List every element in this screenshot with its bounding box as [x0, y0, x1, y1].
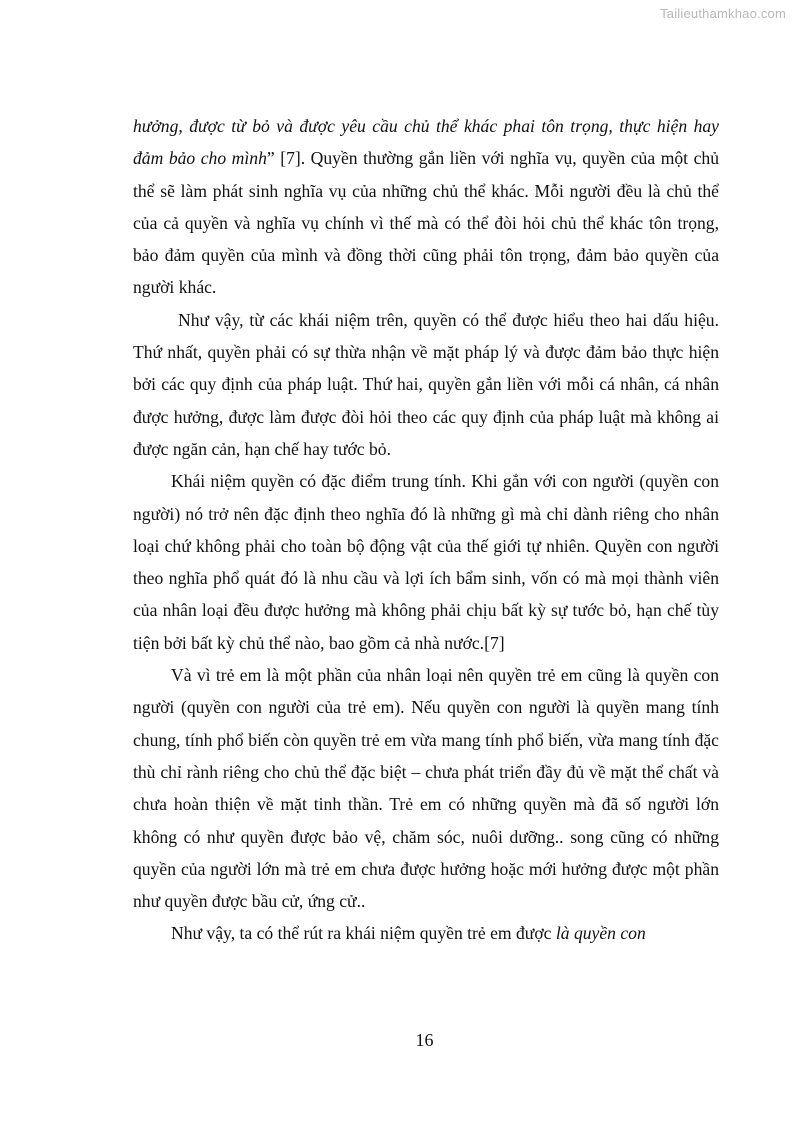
- paragraph-text: ” [7]. Quyền thường gắn liền với nghĩa vụ, quyền của một chủ thể sẽ làm phát sinh nghĩa vụ của những chủ thể khác. Mỗi người đều là chủ thể của cả quyền và nghĩa vụ chính vì thế mà có thể đòi hỏi chủ thể khác tôn trọng, bảo đảm quyền của mình và đồng thời cũng phải tôn trọng, đảm bảo quyền của người khác.: [133, 148, 719, 298]
- document-body: [133, 110, 719, 950]
- italic-definition: là quyền con: [555, 923, 646, 944]
- paragraph: Và vì trẻ em là một phần của nhân loại nên quyền trẻ em cũng là quyền con người (quyền con người của trẻ em). Nếu quyền con người là quyền mang tính chung, tính phổ biến còn quyền trẻ em vừa mang tính phổ biến, vừa mang tính đặc thù chỉ rành riêng cho chủ thể đặc biệt – chưa phát triển đầy đủ về mặt thể chất và chưa hoàn thiện về mặt tinh thần. Trẻ em có những quyền mà đã số người lớn không có như quyền được bảo vệ, chăm sóc, nuôi dưỡng.. song cũng có những quyền của người lớn mà trẻ em chưa được hưởng hoặc mới hưởng được một phần như quyền được bầu cử, ứng cử..: [133, 665, 719, 912]
- paragraph: [133, 917, 719, 949]
- italic-quote: hưởng, được từ bỏ và được yêu cầu chủ thể khác phai tôn trọng, thực hiện hay đảm bảo cho mình: [133, 116, 719, 169]
- page-number: 16: [415, 1030, 434, 1050]
- paragraph: Khái niệm quyền có đặc điểm trung tính. Khi gắn với con người (quyền con người) nó trở nên đặc định theo nghĩa đó là những gì mà chỉ dành riêng cho nhân loại chứ không phải cho toàn bộ động vật của thế giới tự nhiên. Quyền con người theo nghĩa phổ quát đó là nhu cầu và lợi ích bẩm sinh, vốn có mà mọi thành viên của nhân loại đều được hưởng mà không phải chịu bất kỳ sự tước bỏ, hạn chế tùy tiện bởi bất kỳ chủ thể nào, bao gồm cả nhà nước.[7]: [133, 471, 719, 653]
- paragraph: Như vậy, từ các khái niệm trên, quyền có thể được hiểu theo hai dấu hiệu. Thứ nhất, quyền phải có sự thừa nhận về mặt pháp lý và được đảm bảo thực hiện bởi các quy định của pháp luật. Thứ hai, quyền gắn liền với mỗi cá nhân, cá nhân được hưởng, được làm được đòi hỏi theo các quy định của pháp luật mà không ai được ngăn cản, hạn chế hay tước bỏ.: [133, 309, 719, 459]
- paragraph-continued: [133, 110, 719, 304]
- watermark: Tailieuthamkhao.com: [660, 6, 786, 21]
- paragraph-text: Như vậy, ta có thể rút ra khái niệm quyền trẻ em được: [171, 923, 556, 944]
